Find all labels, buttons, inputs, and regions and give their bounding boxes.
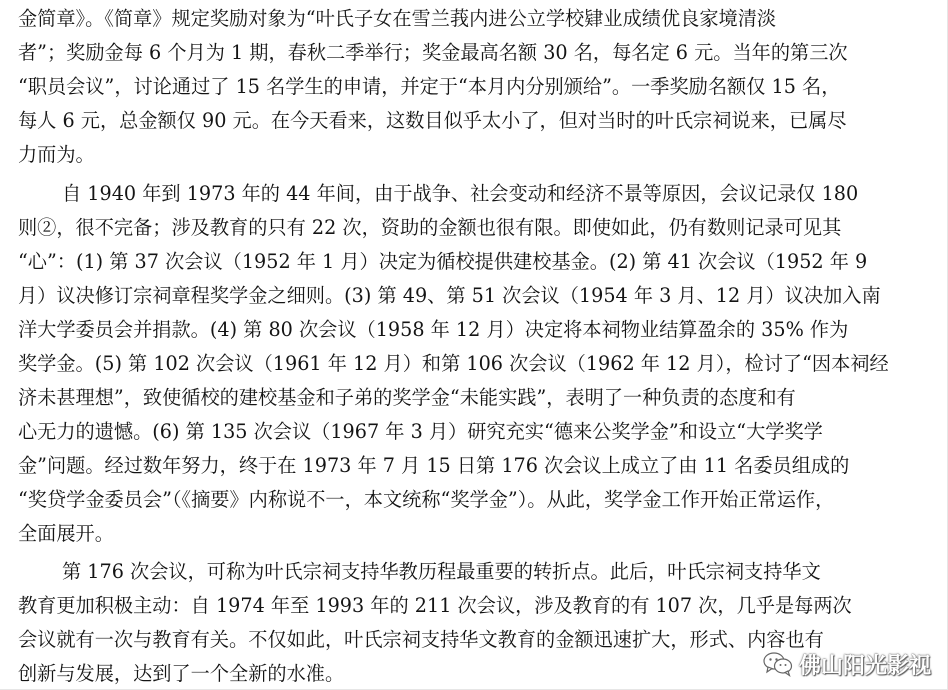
text-line-1: 金简章》。《简章》规定奖励对象为“叶氏子女在雪兰莪内进公立学校肄业成绩优良家境清淡 xyxy=(18,7,777,30)
text-line-3: “职员会议”，讨论通过了 15 名学生的申请，并定于“本月内分别颁给”。一季奖励名额仅 15 名， xyxy=(18,75,841,98)
text-line-10: 洋大学委员会并捐款。(4) 第 80 次会议（1958 年 12 月）决定将本祠物业结算盈余的 35% 作为 xyxy=(18,318,849,341)
text-line-14: 金”问题。经过数年努力，终于在 1973 年 7 月 15 日第 176 次会议上成立了由 11 名委员组成的 xyxy=(18,454,850,477)
text-line-2: 者”；奖励金每 6 个月为 1 期，春秋二季举行；奖金最高名额 30 名，每名定 6 元。当年的第三次 xyxy=(18,41,848,64)
text-line-11: 奖学金。(5) 第 102 次会议（1961 年 12 月）和第 106 次会议（1962 年 12 月），检讨了“因本祠经 xyxy=(18,352,889,375)
text-line-5: 力而为。 xyxy=(18,143,95,166)
text-line-13: 心无力的遗憾。(6) 第 135 次会议（1967 年 3 月）研究充实“德来公奖学金”和设立“大学奖学 xyxy=(18,420,823,443)
text-line-9: 月）议决修订宗祠章程奖学金之细则。(3) 第 49、第 51 次会议（1954 年 3 月、12 月）议决加入南 xyxy=(18,284,881,307)
text-line-4: 每人 6 元，总金额仅 90 元。在今天看来，这数目似乎太小了，但对当时的叶氏宗祠说来，已属尽 xyxy=(18,109,847,132)
text-line-19: 会议就有一次与教育有关。不仅如此，叶氏宗祠支持华文教育的金额迅速扩大，形式、内容也有 xyxy=(18,628,824,651)
watermark xyxy=(763,647,931,681)
watermark-text: 佛山阳光影视 xyxy=(798,653,931,679)
text-line-12: 济未甚理想”，致使循校的建校基金和子弟的奖学金“未能实践”，表明了一种负责的态度和有 xyxy=(18,386,796,409)
paragraph-2-line-1: 自 1940 年到 1973 年的 44 年间，由于战争、社会变动和经济不景等原因，会议记录仅 180 xyxy=(62,182,859,205)
paragraph-3-line-1: 第 176 次会议，可称为叶氏宗祠支持华教历程最重要的转折点。此后，叶氏宗祠支持华文 xyxy=(62,560,821,583)
text-line-7: 则②，很不完备；涉及教育的只有 22 次，资助的金额也很有限。即使如此，仍有数则记录可见其 xyxy=(18,216,842,239)
wechat-icon xyxy=(763,651,793,677)
text-line-18: 教育更加积极主动：自 1974 年至 1993 年的 211 次会议，涉及教育的有 107 次，几乎是每两次 xyxy=(18,594,852,617)
text-line-15: “奖贷学金委员会”（《摘要》内称说不一，本文统称“奖学金”）。从此，奖学金工作开始正常运作， xyxy=(18,488,835,511)
text-line-16: 全面展开。 xyxy=(18,522,114,545)
text-line-20: 创新与发展，达到了一个全新的水准。 xyxy=(18,662,345,685)
text-line-8: “心”：(1) 第 37 次会议（1952 年 1 月）决定为循校提供建校基金。(2) 第 41 次会议（1952 年 9 xyxy=(18,250,868,273)
